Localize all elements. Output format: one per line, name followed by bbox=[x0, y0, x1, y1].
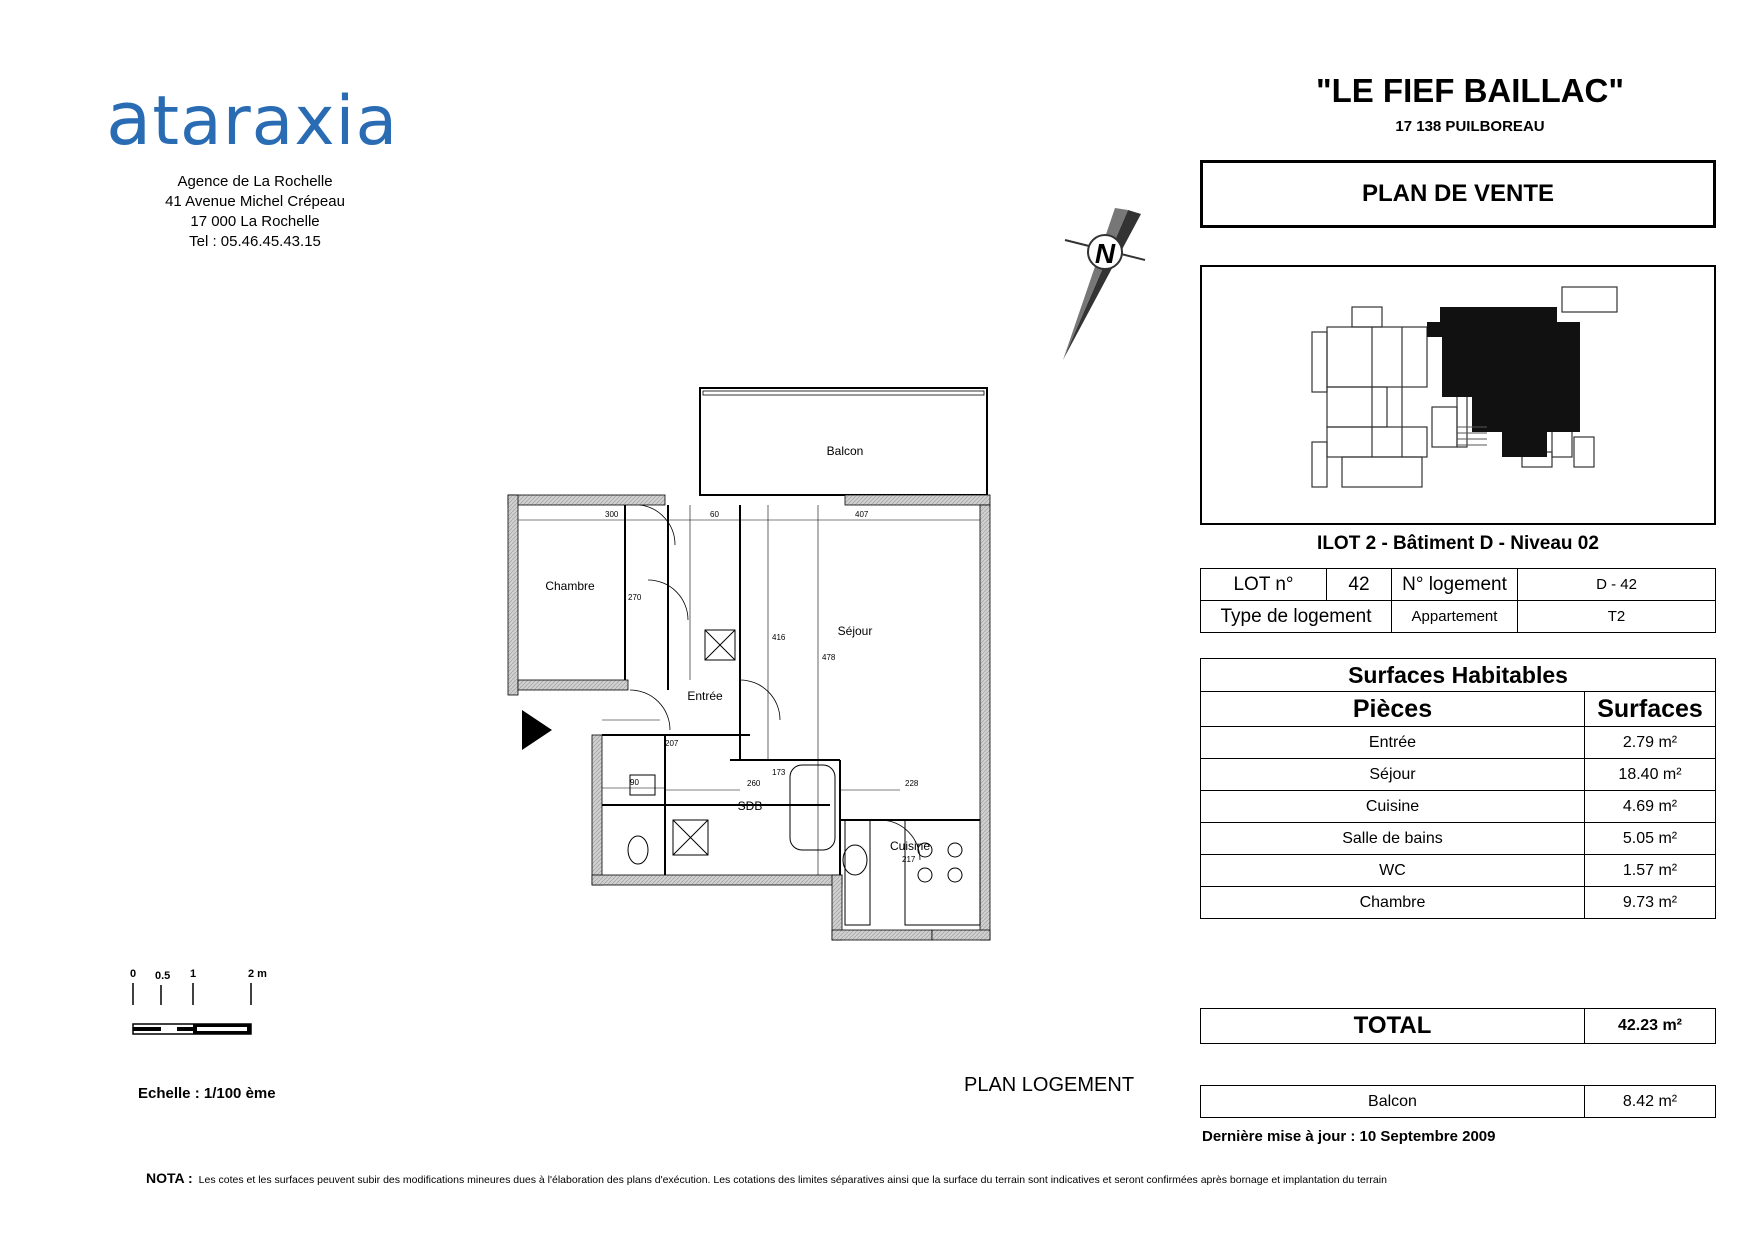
logement-label: N° logement bbox=[1392, 569, 1518, 601]
dimension-label: 90 bbox=[630, 778, 639, 787]
scale-tick-05: 0.5 bbox=[155, 970, 171, 982]
lot-table bbox=[1200, 568, 1716, 633]
room-area: 9.73 m² bbox=[1585, 887, 1716, 919]
balcon-table bbox=[1200, 1085, 1716, 1118]
room-name: Cuisine bbox=[1201, 791, 1585, 823]
lot-label: LOT n° bbox=[1201, 569, 1327, 601]
total-value: 42.23 m² bbox=[1585, 1009, 1716, 1044]
total-table bbox=[1200, 1008, 1716, 1044]
room-area: 2.79 m² bbox=[1585, 727, 1716, 759]
room-label-entree: Entrée bbox=[687, 689, 723, 703]
scale-tick-2m: 2 m bbox=[248, 968, 267, 980]
table-row bbox=[1201, 727, 1716, 759]
plan-type-box bbox=[1200, 160, 1716, 228]
ataraxia-logo: ataraxia bbox=[106, 76, 399, 162]
scale-label: Echelle : 1/100 ème bbox=[138, 1085, 276, 1102]
balcon-label: Balcon bbox=[1201, 1086, 1585, 1118]
table-row bbox=[1201, 823, 1716, 855]
table-row bbox=[1201, 791, 1716, 823]
dimension-label: 300 bbox=[605, 510, 619, 519]
plan-logement-label: PLAN LOGEMENT bbox=[964, 1074, 1135, 1096]
nota-label: NOTA : bbox=[146, 1170, 193, 1186]
room-name: Salle de bains bbox=[1201, 823, 1585, 855]
agency-address bbox=[130, 172, 380, 252]
room-area: 18.40 m² bbox=[1585, 759, 1716, 791]
surfaces-column-header: Surfaces bbox=[1585, 692, 1716, 727]
dimension-label: 173 bbox=[772, 768, 786, 777]
logement-value: D - 42 bbox=[1518, 569, 1716, 601]
dimension-label: 270 bbox=[628, 593, 642, 602]
room-area: 1.57 m² bbox=[1585, 855, 1716, 887]
lot-value: 42 bbox=[1327, 569, 1392, 601]
room-label-chambre: Chambre bbox=[545, 579, 595, 593]
dimension-label: 478 bbox=[822, 653, 836, 662]
room-name: Entrée bbox=[1201, 727, 1585, 759]
dimension-label: 416 bbox=[772, 633, 786, 642]
type-code: T2 bbox=[1518, 601, 1716, 633]
site-plan-box bbox=[1200, 265, 1716, 525]
plan-type-label: PLAN DE VENTE bbox=[1361, 180, 1555, 207]
total-label: TOTAL bbox=[1201, 1009, 1585, 1044]
floor-plan bbox=[500, 380, 1020, 960]
scale-bar bbox=[125, 965, 265, 1045]
dimension-label: 228 bbox=[905, 779, 919, 788]
dimension-label: 60 bbox=[710, 510, 719, 519]
room-label-balcon: Balcon bbox=[826, 444, 864, 458]
last-update: Dernière mise à jour : 10 Septembre 2009 bbox=[1202, 1128, 1496, 1145]
room-name: Chambre bbox=[1201, 887, 1585, 919]
compass-letter: N bbox=[1094, 238, 1116, 269]
room-label-sdb: SDB bbox=[737, 799, 763, 813]
room-area: 4.69 m² bbox=[1585, 791, 1716, 823]
agency-name: Agence de La Rochelle bbox=[177, 173, 333, 190]
type-value: Appartement bbox=[1392, 601, 1518, 633]
room-label-cuisine: Cuisine bbox=[889, 839, 931, 853]
scale-tick-0: 0 bbox=[130, 968, 137, 980]
table-row bbox=[1201, 887, 1716, 919]
balcon-value: 8.42 m² bbox=[1585, 1086, 1716, 1118]
room-name: WC bbox=[1201, 855, 1585, 887]
location-label: ILOT 2 - Bâtiment D - Niveau 02 bbox=[1317, 533, 1599, 554]
room-area: 5.05 m² bbox=[1585, 823, 1716, 855]
type-label: Type de logement bbox=[1201, 601, 1392, 633]
dimension-label: 407 bbox=[855, 510, 869, 519]
project-title: "LE FIEF BAILLAC" bbox=[1315, 72, 1625, 109]
project-city: 17 138 PUILBOREAU bbox=[1395, 118, 1545, 135]
nota-text: Les cotes et les surfaces peuvent subir des modifications mineures dues à l'élaboration des plans d'exécution. Les cotations des limites séparatives ainsi que la surface du terrain sont indicatives et seront confirmées après bornage et implantation du terrain bbox=[198, 1174, 1387, 1186]
rooms-column-header: Pièces bbox=[1201, 692, 1585, 727]
agency-phone: Tel : 05.46.45.43.15 bbox=[189, 233, 321, 250]
surfaces-table bbox=[1200, 658, 1716, 919]
agency-city: 17 000 La Rochelle bbox=[190, 213, 320, 230]
north-compass-icon bbox=[1045, 200, 1145, 370]
table-row bbox=[1201, 855, 1716, 887]
table-row bbox=[1201, 759, 1716, 791]
agency-street: 41 Avenue Michel Crépeau bbox=[165, 193, 345, 210]
entry-arrow-icon bbox=[522, 710, 552, 750]
dimension-label: 207 bbox=[665, 739, 679, 748]
room-label-sejour: Séjour bbox=[837, 624, 873, 638]
dimension-label: 260 bbox=[747, 779, 761, 788]
nota-footer bbox=[146, 1170, 1387, 1186]
scale-tick-1: 1 bbox=[190, 968, 197, 980]
dimension-label: 217 bbox=[902, 855, 916, 864]
surfaces-title: Surfaces Habitables bbox=[1201, 659, 1716, 692]
room-name: Séjour bbox=[1201, 759, 1585, 791]
site-plan-drawing bbox=[1202, 267, 1714, 523]
